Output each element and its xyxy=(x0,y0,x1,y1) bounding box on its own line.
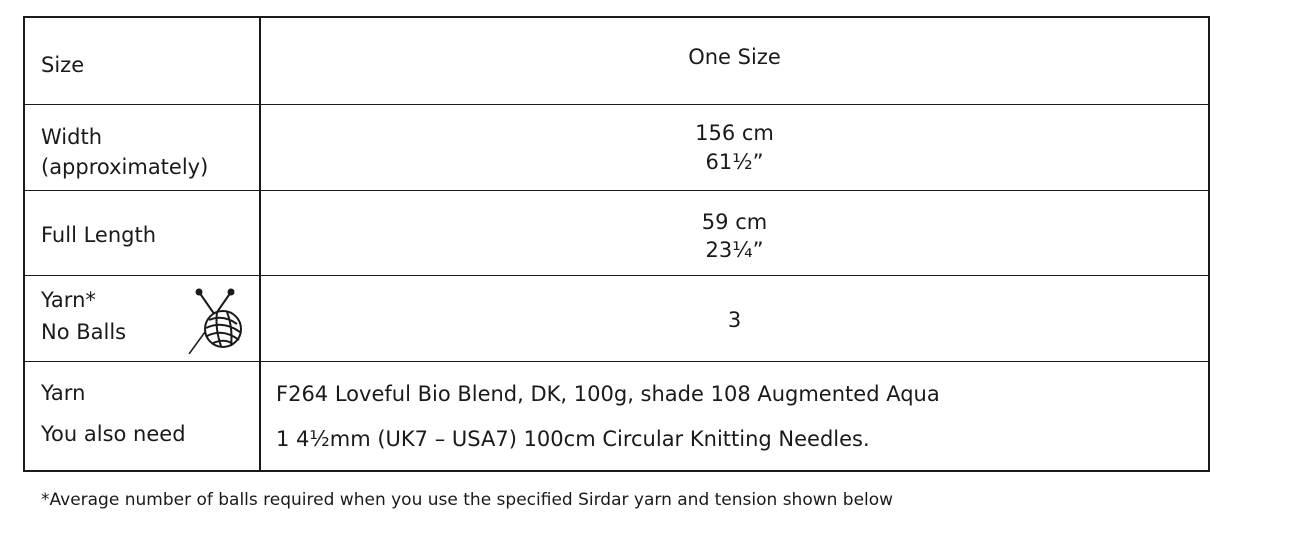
table-row-materials xyxy=(25,362,1208,470)
length-value-cm: 59 cm xyxy=(701,210,768,234)
yarn-balls-label-2: No Balls xyxy=(41,320,127,344)
table-row-length xyxy=(25,191,1208,276)
also-need-label: You also need xyxy=(41,422,186,446)
table-row-yarn-balls xyxy=(25,276,1208,362)
yarn-description: F264 Loveful Bio Blend, DK, 100g, shade 108 Augmented Aqua xyxy=(276,382,940,406)
yarn-balls-label: Yarn* xyxy=(41,288,96,312)
footnote: *Average number of balls required when you use the specified Sirdar yarn and tension shown below xyxy=(41,490,894,510)
size-label: Size xyxy=(41,53,85,77)
width-label: Width xyxy=(41,125,103,149)
length-value-inches: 23¼” xyxy=(705,238,764,262)
table-row-size xyxy=(25,18,1208,105)
width-label-note: (approximately) xyxy=(41,155,209,179)
pattern-info-table xyxy=(23,16,1210,472)
needles-description: 1 4½mm (UK7 – USA7) 100cm Circular Knitting Needles. xyxy=(276,427,870,451)
size-value: One Size xyxy=(688,45,781,69)
length-label: Full Length xyxy=(41,223,157,247)
yarn-ball-with-needles-icon xyxy=(187,284,245,354)
yarn-balls-value: 3 xyxy=(727,308,742,332)
table-row-width xyxy=(25,105,1208,191)
width-value-inches: 61½” xyxy=(705,150,764,174)
yarn-label: Yarn xyxy=(41,381,86,405)
width-value-cm: 156 cm xyxy=(695,121,774,145)
